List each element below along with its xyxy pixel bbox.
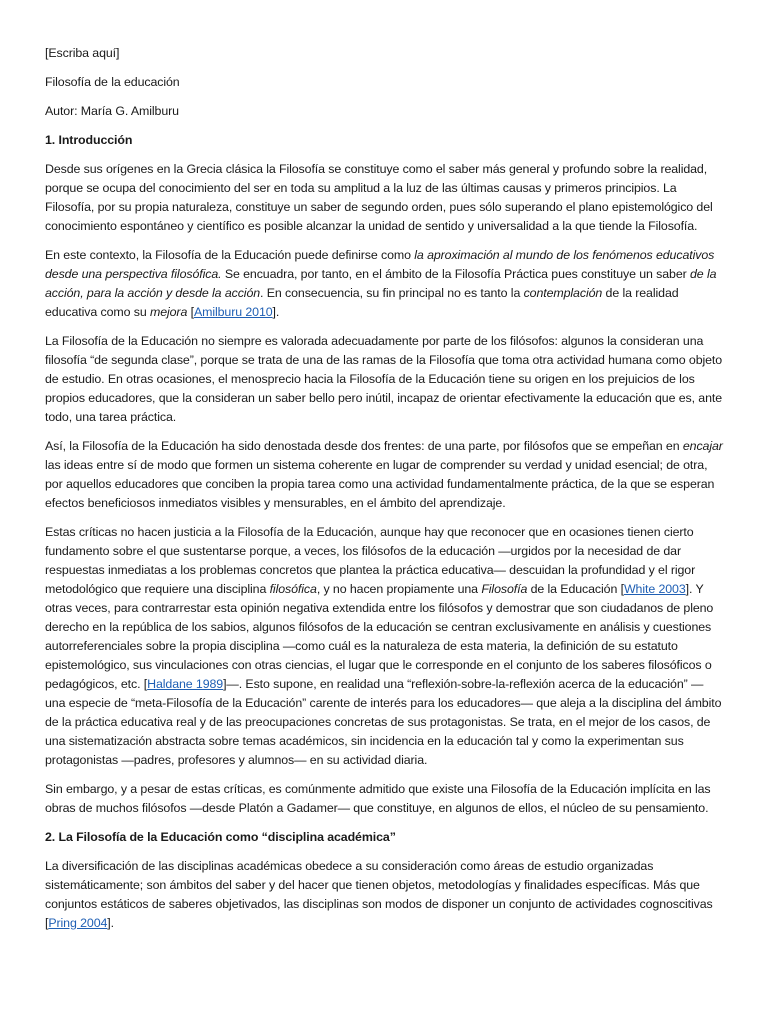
paragraph-4-text: Así, la Filosofía de la Educación ha sido denostada desde dos frentes: de una parte, por filósofos que se empeñan en (45, 439, 683, 453)
paragraph-7-text: ]. (107, 916, 114, 930)
paragraph-5 (45, 523, 723, 770)
paragraph-2-emphasis: la aproximación al mundo de los fenómenos educativos desde una perspectiva filosófica. (45, 248, 715, 281)
section-heading-introduccion: 1. Introducción (45, 133, 133, 147)
paragraph-7-text: La diversificación de las disciplinas académicas obedece a su consideración como áreas de estudio organizadas sistemáticamente; son ámbitos del saber y del hacer que tienen objetos, metodologías y finalidades específicas. Más que conjuntos estáticos de saberes objetivados, las disciplinas son modos de disponer un conjunto de actividades cognoscitivas [ (45, 859, 713, 930)
paragraph-4-text: las ideas entre sí de modo que formen un sistema coherente en lugar de comprender su verdad y unidad esencial; de otra, por aquellos educadores que conciben la propia tarea como una actividad fundamentalmente práctica, de la que se esperan efectos beneficiosos inmediatos visibles y mensurables, en el ámbito del aprendizaje. (45, 458, 715, 510)
paragraph-5-text: ]—. Esto supone, en realidad una “reflexión-sobre-la-reflexión acerca de la educación” —una especie de “meta-Filosofía de la Educación” carente de interés para los educadores— que aleja a la disciplina del ámbito de la práctica educativa real y de las preocupaciones concretas de sus protagonistas. Se trata, en el mejor de los casos, de una sistematización abstracta sobre temas académicos, sin incidencia en la educación tal y como la experimentan sus protagonistas —padres, profesores y alumnos— en su actividad diaria. (45, 677, 722, 767)
paragraph-5-text: de la Educación [ (527, 582, 624, 596)
paragraph-3: La Filosofía de la Educación no siempre es valorada adecuadamente por parte de los filósofos: algunos la consideran una filosofía “de segunda clase”, porque se trata de una de las ramas de la Filosofía que toma otra actividad humana como objeto de estudio. En otras ocasiones, el menosprecio hacia la Filosofía de la Educación tiene su origen en los prejuicios de los propios educadores, que la consideran un saber bello pero inútil, incapaz de orientar efectivamente la educación que es, ante todo, una tarea práctica. (45, 334, 723, 424)
citation-link-pring-2004[interactable]: Pring 2004 (48, 916, 108, 930)
header-placeholder[interactable]: [Escriba aquí] (45, 46, 120, 60)
paragraph-6: Sin embargo, y a pesar de estas críticas, es comúnmente admitido que existe una Filosofía de la Educación implícita en las obras de muchos filósofos —desde Platón a Gadamer— que constituye, en algunos de ellos, el núcleo de su pensamiento. (45, 782, 711, 815)
paragraph-5-text: , y no hacen propiamente una (316, 582, 482, 596)
paragraph-2-emphasis: contemplación (523, 286, 603, 300)
paragraph-7 (45, 857, 723, 933)
citation-link-haldane-1989[interactable]: Haldane 1989 (147, 677, 224, 691)
citation-link-white-2003[interactable]: White 2003 (623, 582, 686, 596)
paragraph-2-text: En este contexto, la Filosofía de la Educación puede definirse como (45, 248, 415, 262)
paragraph-2-text: ]. (272, 305, 280, 319)
paragraph-4-emphasis: encajar (682, 439, 723, 453)
paragraph-2-text: de la realidad educativa como su (45, 286, 679, 319)
paragraph-2 (45, 246, 723, 322)
document-author: Autor: María G. Amilburu (45, 104, 179, 118)
section-heading-disciplina-academica: 2. La Filosofía de la Educación como “disciplina académica” (45, 830, 396, 844)
paragraph-4 (45, 437, 723, 513)
paragraph-2-emphasis: mejora (149, 305, 188, 319)
citation-link-amilburu-2010[interactable]: Amilburu 2010 (193, 305, 273, 319)
paragraph-5-text: ]. Y otras veces, para contrarrestar esta opinión negativa extendida entre los filósofos y demostrar que son ciudadanos de pleno derecho en la república de los sabios, algunos filósofos de la educación se centran exclusivamente en análisis y cuestiones autorreferenciales sobre la propia disciplina —como cuál es la naturaleza de esta materia, la definición de su estatuto epistemológico, sus vinculaciones con otras ciencias, el lugar que le corresponde en el conjunto de los saberes filosóficos o pedagógicos, etc. [ (45, 582, 714, 691)
paragraph-5-emphasis: filosófica (269, 582, 317, 596)
paragraph-5-emphasis: Filosofía (481, 582, 528, 596)
paragraph-1: Desde sus orígenes en la Grecia clásica la Filosofía se constituye como el saber más general y profundo sobre la realidad, porque se ocupa del conocimiento del ser en toda su amplitud a la luz de las últimas causas y primeros principios. La Filosofía, por su propia naturaleza, constituye un saber de segundo orden, pues sólo superando el plano epistemológico del conocimiento espontáneo y científico es posible alcanzar la unidad de sentido y universalidad a la que tiende la Filosofía. (45, 162, 713, 233)
paragraph-5-text: Estas críticas no hacen justicia a la Filosofía de la Educación, aunque hay que reconocer que en ocasiones tienen cierto fundamento sobre el que sustentarse porque, a veces, los filósofos de la educación —urgidos por la necesidad de dar respuestas inmediatas a los problemas concretos que plantea la práctica educativa— descuidan la profundidad y el rigor metodológico que requiere una disciplina (45, 525, 696, 596)
document-page (45, 44, 723, 943)
paragraph-2-text: Se encuadra, por tanto, en el ámbito de la Filosofía Práctica pues constituye un saber (221, 267, 691, 281)
paragraph-2-emphasis: de la acción, para la acción y desde la acción (45, 267, 717, 300)
paragraph-2-text: . En consecuencia, su fin principal no es tanto la (260, 286, 524, 300)
document-title: Filosofía de la educación (45, 75, 180, 89)
paragraph-2-text: [ (187, 305, 194, 319)
